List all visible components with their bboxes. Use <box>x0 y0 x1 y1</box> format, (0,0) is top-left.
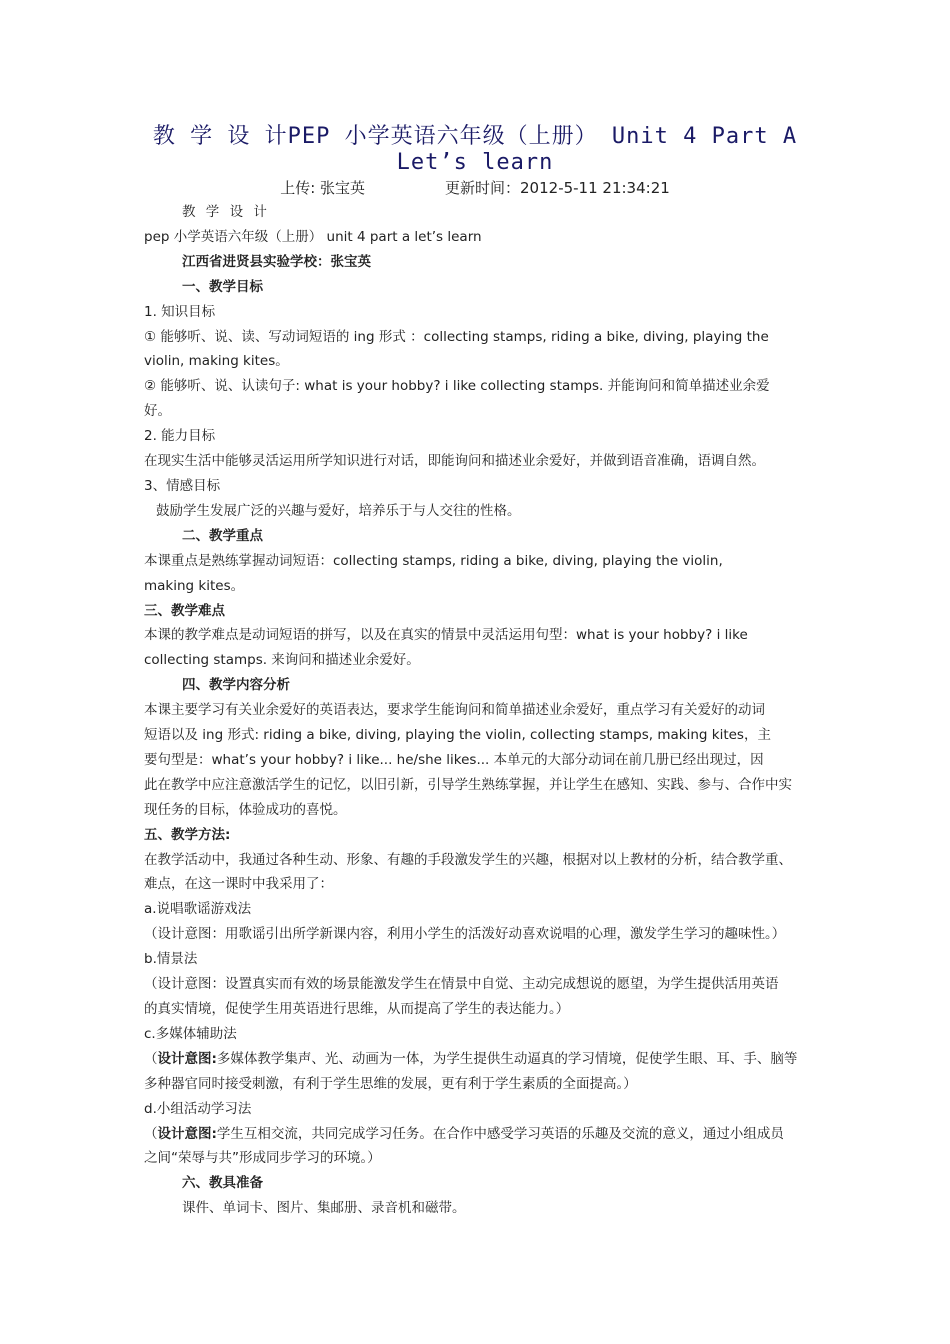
method-d-note: 之间“荣辱与共”形成同步学习的环境。） <box>144 1150 381 1167</box>
note-label: 设计意图: <box>157 1050 217 1067</box>
method-c: c.多媒体辅助法 <box>144 1025 237 1042</box>
paragraph: 好。 <box>144 403 171 420</box>
paragraph: ② 能够听、说、认读句子: what is your hobby? i like collecting stamps. 并能询问和简单描述业余爱 <box>144 378 770 395</box>
method-b-note: （设计意图：设置真实而有效的场景能激发学生在情景中自觉、主动完成想说的愿望，为学生提供活用英语 <box>144 976 779 993</box>
paragraph: 此在教学中应注意激活学生的记忆，以旧引新，引导学生熟练掌握，并让学生在感知、实践、参与、合作中实 <box>144 776 792 793</box>
document-title-line2: Let’s learn <box>396 150 554 175</box>
note-text: 学生互相交流，共同完成学习任务。在合作中感受学习英语的乐趣及交流的意义，通过小组成员 <box>216 1125 784 1142</box>
section-heading-content-analysis: 四、教学内容分析 <box>182 677 290 694</box>
paragraph: 本课主要学习有关业余爱好的英语表达，要求学生能询问和简单描述业余爱好，重点学习有关爱好的动词 <box>144 702 765 719</box>
course-line: pep 小学英语六年级（上册） unit 4 part a let’s learn <box>144 228 482 245</box>
section-heading-difficulties: 三、教学难点 <box>144 602 225 619</box>
method-b: b.情景法 <box>144 951 198 968</box>
paragraph: 本课重点是熟练掌握动词短语：collecting stamps, riding a bike, diving, playing the violin, <box>144 552 723 569</box>
method-b-note: 的真实情境，促使学生用英语进行思维，从而提高了学生的表达能力。） <box>144 1001 570 1017</box>
paragraph: collecting stamps. 来询问和描述业余爱好。 <box>144 652 420 669</box>
note-label: 设计意图: <box>157 1125 217 1142</box>
subheading-knowledge: 1. 知识目标 <box>144 303 216 320</box>
note-text: 多媒体教学集声、光、动画为一体，为学生提供生动逼真的学习情境，促使学生眼、耳、手、脑等 <box>216 1050 798 1067</box>
document-meta <box>110 178 840 198</box>
section-heading-materials: 六、教具准备 <box>182 1175 263 1192</box>
paragraph: violin, making kites。 <box>144 353 289 370</box>
paragraph: 鼓励学生发展广泛的兴趣与爱好，培养乐于与人交往的性格。 <box>156 502 521 519</box>
update-time: 更新时间：2012-5-11 21:34:21 <box>445 179 670 197</box>
uploader: 上传: 张宝英 <box>280 179 366 197</box>
subheading-ability: 2. 能力目标 <box>144 428 216 445</box>
method-d: d.小组活动学习法 <box>144 1100 252 1117</box>
paragraph: ① 能够听、说、读、写动词短语的 ing 形式 ：collecting stamps, riding a bike, diving, playing the <box>144 328 769 345</box>
document-title: 教 学 设 计PEP 小学英语六年级（上册） Unit 4 Part A <box>152 124 798 149</box>
paragraph: 课件、单词卡、图片、集邮册、录音机和磁带。 <box>182 1200 466 1217</box>
paragraph: making kites。 <box>144 577 245 594</box>
section-heading-objectives: 一、教学目标 <box>182 278 263 295</box>
subheading-emotion: 3、情感目标 <box>144 477 221 494</box>
paragraph: 在教学活动中，我通过各种生动、形象、有趣的手段激发学生的兴趣，根据对以上教材的分析，结合教学重、 <box>144 851 792 868</box>
paragraph: 现任务的目标，体验成功的喜悦。 <box>144 801 347 818</box>
paragraph: 难点，在这一课时中我采用了： <box>144 876 333 893</box>
paragraph: 短语以及 ing 形式: riding a bike, diving, playing the violin, collecting stamps, making kites，主 <box>144 727 771 744</box>
method-a-note: （设计意图：用歌谣引出所学新课内容，利用小学生的活泼好动喜欢说唱的心理，激发学生学习的趣味性。） <box>144 926 786 943</box>
document-body <box>144 200 810 1221</box>
method-c-note: （设计意图:多媒体教学集声、光、动画为一体，为学生提供生动逼真的学习情境，促使学生眼、耳、手、脑等 <box>144 1050 798 1067</box>
design-label: 教 学 设 计 <box>182 204 270 220</box>
method-a: a.说唱歌谣游戏法 <box>144 901 252 918</box>
method-c-note: 多种器官同时接受刺激，有利于学生思维的发展，更有利于学生素质的全面提高。） <box>144 1075 637 1092</box>
method-d-note: （设计意图:学生互相交流，共同完成学习任务。在合作中感受学习英语的乐趣及交流的意义，通过小组成员 <box>144 1125 784 1142</box>
school-line: 江西省进贤县实验学校：张宝英 <box>182 253 371 270</box>
paragraph: 本课的教学难点是动词短语的拼写，以及在真实的情景中灵活运用句型：what is your hobby? i like <box>144 627 748 644</box>
section-heading-methods: 五、教学方法: <box>144 826 231 843</box>
paragraph: 在现实生活中能够灵活运用所学知识进行对话，即能询问和描述业余爱好，并做到语音准确，语调自然。 <box>144 453 765 470</box>
paragraph: 要句型是：what’s your hobby? i like... he/she likes... 本单元的大部分动词在前几册已经出现过，因 <box>144 751 764 768</box>
section-heading-key-points: 二、教学重点 <box>182 527 263 544</box>
